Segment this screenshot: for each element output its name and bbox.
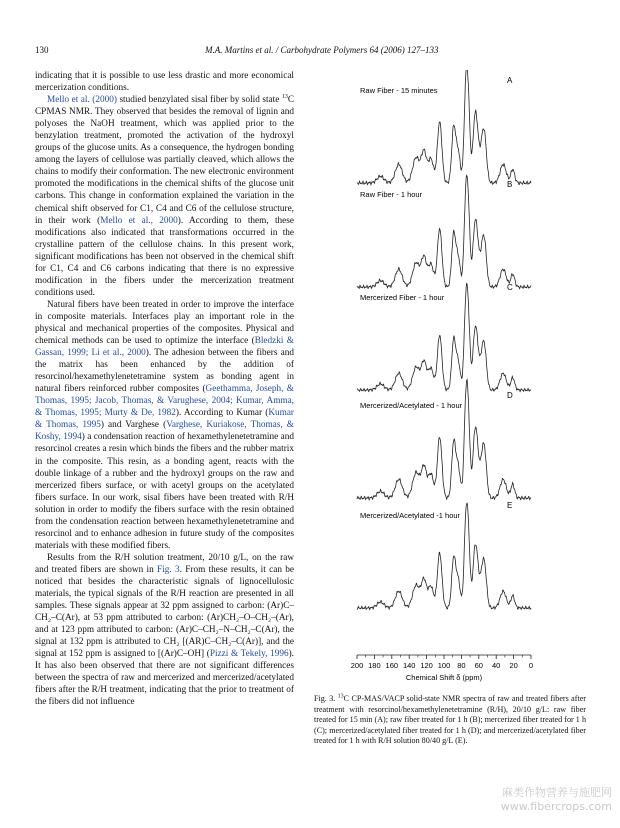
nmr-figure	[310, 70, 588, 685]
x-tick-label: 160	[385, 661, 399, 670]
panel-label-B: Raw Fiber - 1 hour	[360, 190, 423, 199]
paragraph-text: ). It has also been observed that there are not significant differences between the spectra of raw and mercerized and mercerized/acetylated fibers after the R/H treatment, indicating that the prior to treatment of the fibers did not influence	[35, 649, 294, 708]
caption-label: Fig. 3.	[314, 694, 338, 703]
paragraph-text: C CPMAS NMR. They observed that besides the removal of lignin and polyoses the NaOH treatment, which was applied prior to the benzylation treatment, promoted the activation of the hydroxyl groups of the glucose units. As a consequence, the hydrogen bonding among the layers of cellulose was partially cleaved, which allows the chains to modify their conformation. The new electronic environment promoted the modifications in the chemical shifts of the glucose unit carbons. This change in conformation explained the variation in the chemical shift observed for C1, C4 and C6 of the cellulose structure, in their work (	[35, 95, 294, 226]
superscript: 13	[281, 94, 288, 101]
left-column	[35, 70, 294, 708]
spectrum-line-D	[357, 380, 531, 500]
x-tick-label: 60	[474, 661, 483, 670]
paragraph-text: studied benzylated sisal fiber by solid state	[116, 95, 282, 106]
paragraph-text: Natural fibers have been treated in order to improve the interface in composite materials. Interfaces play an important role in the physical and mechanical properties of the composites. Physical and chemical methods can be used to optimize the interface (	[35, 299, 294, 347]
x-tick-label: 120	[420, 661, 433, 670]
citation-link[interactable]: Kumar & Thomas, 1995	[35, 408, 294, 431]
x-tick-label: 20	[509, 661, 518, 670]
panel-label-E: Mercerized/Acetylated -1 hour	[360, 511, 461, 520]
page-number: 130	[35, 45, 49, 55]
running-header: M.A. Martins et al. / Carbohydrate Polymers 64 (2006) 127–133	[205, 45, 439, 55]
watermark-line-1: 麻类作物营养与施肥网	[502, 786, 612, 799]
citation-link[interactable]: Mello et al., 2000	[100, 215, 178, 226]
paragraph-text: ). According to them, these modifications also indicated that transformations occurred in the crystalline pattern of the cellulose chains. In this present work, significant modifications has been not observed in the chemical shift for C1, C4 and C6 carbons indicating that there is no expressive modification in the fibers under the mercerization treatment conditions used.	[35, 215, 294, 298]
panel-label-A: Raw Fiber - 15 minutes	[360, 86, 438, 95]
citation-link[interactable]: Varghese, Kuriakose, Thomas, & Koshy, 1994	[35, 420, 294, 443]
paragraph-text: ) a condensation reaction of hexamethylenetetramine and resorcinol creates a resin which binds the fibers and the rubber matrix in the composite. This resin, as a bonding agent, reacts with the double linkage of a rubber and the hydroxyl groups on the raw and mercerized fibers surface, or with acetyl groups on the acetylated fibers surface. In our work, sisal fibers have been treated with R/H solution in order to modify the fibers surface with the resin obtained from the condensation reaction between hexamethylenetetramine and resorcinol and to enhance adhesion in future study of the composites materials with these modified fibers.	[35, 432, 294, 551]
paragraph-text: ). The adhesion between the fibers and the matrix has been enhanced by the addition of resorcinol/hexamethylenetetramine system as bonding agent in natural fibers reinforced rubber composites (	[35, 348, 295, 395]
paragraph-text: Results from the R/H solution treatment, 20/10 g/L, on the raw and treated fibers are shown in	[35, 552, 294, 575]
superscript: 13	[337, 693, 344, 700]
paragraph-2	[35, 94, 294, 299]
x-tick-label: 140	[402, 661, 416, 670]
panel-letter-B: B	[507, 180, 513, 189]
panel-letter-A: A	[507, 76, 513, 85]
panel-letter-D: D	[507, 391, 513, 400]
citation-link[interactable]: Bledzki & Gassan, 1999; Li et al., 2000	[35, 336, 295, 359]
x-tick-label: 40	[492, 661, 501, 670]
watermark-line-2: www.fibercrops.com	[500, 800, 612, 813]
citation-link[interactable]: Mello et al. (2000)	[47, 95, 117, 106]
panel-letter-C: C	[507, 283, 513, 292]
x-axis-label: Chemical Shift δ (ppm)	[405, 673, 483, 682]
x-tick-label: 180	[368, 661, 381, 670]
x-tick-label: 80	[457, 661, 466, 670]
panel-letter-E: E	[507, 501, 513, 510]
paragraph-text: ) and Varghese (	[100, 420, 167, 431]
paragraph-1: indicating that it is possible to use less drastic and more economical mercerization conditions.	[35, 71, 294, 94]
paragraph-4	[35, 552, 294, 709]
paragraph-text: . From these results, it can be noticed that besides the characteristic signals of lignocellulosic materials, the typical signals of the R/H reaction are presented in all samples. These signals appear at 32 ppm assigned to carbon: (Ar)C–CH₂–C(Ar), at 53 ppm attributed to carbon: (Ar)CH₂–O–CH₂–(Ar), and at 123 ppm attributed to carbon: (Ar)C–CH₂–N–CH₂–C(Ar), the signal at 132 ppm is attributed to CH₂ [(AR)C–CH₂–C(Ar)], and the signal at 152 ppm is assigned to [(Ar)C–OH] (	[35, 564, 294, 660]
citation-link[interactable]: Pizzi & Tekely, 1996	[209, 649, 289, 660]
figure-caption	[314, 694, 586, 747]
caption-text: C CP-MAS/VACP solid-state NMR spectra of raw and treated fibers after treatment with resorcinol/hexamethylenetetramine (R/H), 20/10 g/L: raw fiber treated for 15 min (A); raw fiber treated for 1 h (B); mercerized fiber treated for 1 h (C); mercerized/acetylated fiber treated for 1 h (D); and mercerized/acetylated fiber treated for 1 h with R/H solution 80/40 g/L (E).	[314, 694, 586, 746]
x-tick-label: 200	[350, 661, 364, 670]
paragraph-3	[35, 299, 294, 552]
nmr-spectra-chart	[310, 70, 588, 685]
paragraph-text: ). According to Kumar (	[175, 408, 269, 419]
citation-link[interactable]: Geethamma, Joseph, & Thomas, 1995; Jacob, Thomas, & Varughese, 2004; Kumar, Amma, & Thomas, 1995; Murty & De, 1982	[35, 384, 294, 419]
figure-link[interactable]: Fig. 3	[157, 564, 180, 575]
x-tick-label: 100	[437, 661, 451, 670]
panel-label-C: Mercerized Fiber - 1 hour	[360, 293, 445, 302]
x-tick-label: 0	[528, 661, 534, 670]
panel-label-D: Mercerized/Acetylated - 1 hour	[360, 401, 463, 410]
watermark	[501, 786, 612, 814]
